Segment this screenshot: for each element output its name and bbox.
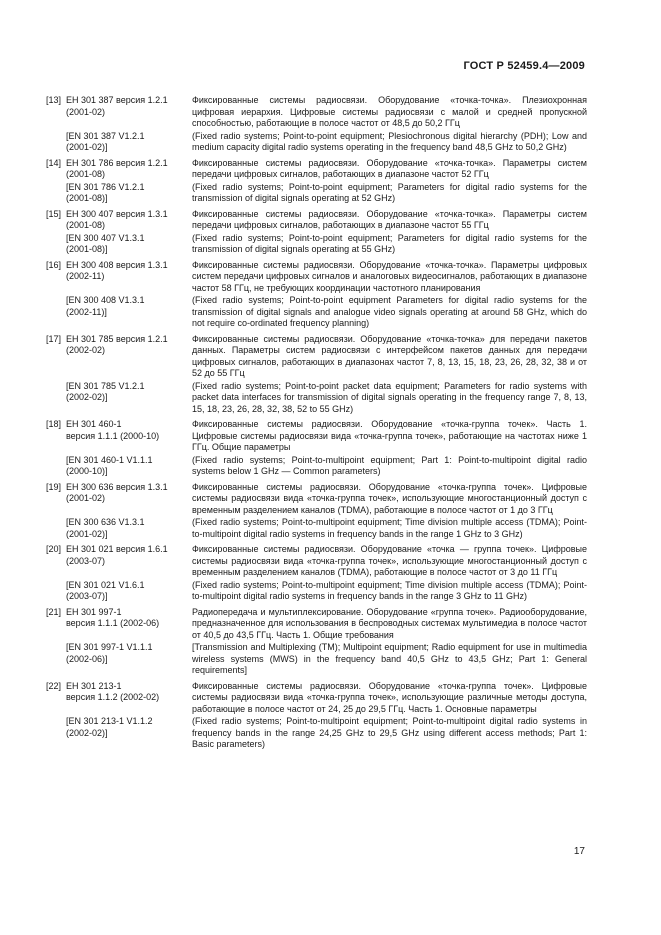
reference-entry xyxy=(46,681,587,751)
reference-entry xyxy=(46,544,587,603)
reference-entry xyxy=(46,260,587,330)
reference-ru-title: Фиксированные системы радиосвязи. Оборудование «точка-точка». Параметры систем передачи цифровых сигналов, работающих в диапазоне частот 52 ГГц xyxy=(192,157,587,179)
reference-en-id: [EN 300 408 V1.3.1 (2002-11)] xyxy=(66,295,145,317)
reference-ru-id: ЕН 301 997-1 версия 1.1.1 (2002-06) xyxy=(66,606,160,628)
reference-ru-row xyxy=(46,607,587,642)
reference-ru-id: ЕН 301 387 версия 1.2.1 (2001-02) xyxy=(66,95,168,117)
reference-ru-id-cell xyxy=(46,607,192,630)
reference-ru-id: ЕН 301 460-1 версия 1.1.1 (2000-10) xyxy=(66,419,160,441)
reference-en-title: (Fixed radio systems; Point-to-point packet data equipment; Parameters for radio systems with packet data interfaces for transmission of digital signals operating in the frequency range 7, 8, 13, 15, 18, 23, 26, 28, 32, 38, 52 to 55 GHz) xyxy=(192,380,587,414)
reference-ru-id: ЕН 301 785 версия 1.2.1 (2002-02) xyxy=(66,333,168,355)
reference-ru-id: ЕН 300 408 версия 1.3.1 (2002-11) xyxy=(66,259,168,281)
reference-en-title: (Fixed radio systems; Point-to-multipoint equipment; Time division multiple access (TDMA); Point-to-multipoint digital radio systems in frequency bands in the range 1 GHz to 3 GHz) xyxy=(192,517,587,539)
reference-ru-id-cell xyxy=(46,419,192,442)
reference-number: [22] xyxy=(46,680,62,691)
reference-ru-id-cell xyxy=(46,209,192,232)
reference-ru-row xyxy=(46,681,587,716)
page-number: 17 xyxy=(573,846,585,857)
reference-number: [13] xyxy=(46,95,62,105)
reference-en-title: [Transmission and Multiplexing (TM); Multipoint equipment; Radio equipment for use in multimedia wireless systems (MWS) in the frequency band 40,5 GHz to 43,5 GHz; Part 1: General requirements] xyxy=(192,642,587,675)
reference-en-row xyxy=(46,131,587,154)
reference-entry xyxy=(46,95,587,154)
reference-ru-id-cell xyxy=(46,681,192,704)
reference-ru-row xyxy=(46,158,587,181)
reference-ru-id-cell xyxy=(46,260,192,283)
reference-en-row xyxy=(46,381,587,416)
reference-en-title: (Fixed radio systems; Point-to-point equipment; Parameters for digital radio systems for the transmission of digital signals operating at 52 GHz) xyxy=(192,181,587,203)
reference-ru-id-cell xyxy=(46,158,192,181)
reference-ru-title: Фиксированные системы радиосвязи. Оборудование «точка-группа точек». Цифровые системы радиосвязи вида «точка-группа точек», использующие различные методы доступа, работающие в полосе частот от 24, 25 до 29,5 ГГц. Часть 1. Основные параметры xyxy=(192,680,587,714)
reference-ru-row xyxy=(46,95,587,130)
reference-en-row xyxy=(46,642,587,677)
reference-entry xyxy=(46,482,587,541)
reference-entry xyxy=(46,209,587,256)
reference-entry xyxy=(46,419,587,478)
reference-en-row xyxy=(46,295,587,330)
reference-ru-id: ЕН 301 021 версия 1.6.1 (2003-07) xyxy=(66,544,168,566)
reference-en-id: [EN 301 021 V1.6.1 (2003-07)] xyxy=(66,579,145,601)
reference-ru-id-cell xyxy=(46,544,192,567)
reference-en-title: (Fixed radio systems; Point-to-point equipment; Plesiochronous digital hierarchy (PDH); Low and medium capacity digital radio systems operating in the frequency band 48,5 GHz to 50,2 GHz) xyxy=(192,130,587,152)
reference-entry xyxy=(46,158,587,205)
document-header: ГОСТ Р 52459.4—2009 xyxy=(463,60,585,72)
reference-ru-row xyxy=(46,260,587,295)
reference-en-id: [EN 301 786 V1.2.1 (2001-08)] xyxy=(66,181,145,203)
reference-number: [14] xyxy=(46,157,62,168)
reference-en-id: [EN 301 785 V1.2.1 (2002-02)] xyxy=(66,380,145,402)
reference-en-id: [EN 301 460-1 V1.1.1 (2000-10)] xyxy=(66,454,153,476)
reference-ru-row xyxy=(46,334,587,380)
reference-entry xyxy=(46,334,587,416)
reference-ru-title: Фиксированные системы радиосвязи. Оборудование «точка-группа точек». Часть 1. Цифровые системы радиосвязи вида «точка-группа точек», работающие на частотах ниже 1 ГГц. Общие параметры xyxy=(192,419,587,452)
reference-ru-id: ЕН 300 636 версия 1.3.1 (2001-02) xyxy=(66,481,168,503)
reference-en-row xyxy=(46,580,587,603)
reference-number: [15] xyxy=(46,208,62,219)
reference-ru-title: Радиопередача и мультиплексирование. Оборудование «группа точек». Радиооборудование, предназначенное для использования в беспроводных системах мультимедиа в полосе частот от 40,5 до 43,5 ГГц. Часть 1. Общие требования xyxy=(192,606,587,640)
reference-ru-row xyxy=(46,419,587,454)
reference-en-row xyxy=(46,455,587,478)
reference-ru-title: Фиксированные системы радиосвязи. Оборудование «точка-точка». Параметры систем передачи цифровых сигналов, работающих в диапазоне частот 55 ГГц xyxy=(192,208,587,230)
reference-ru-id: ЕН 300 407 версия 1.3.1 (2001-08) xyxy=(66,208,168,230)
reference-list xyxy=(46,95,587,755)
reference-number: [21] xyxy=(46,606,62,617)
reference-ru-row xyxy=(46,209,587,232)
reference-number: [17] xyxy=(46,333,62,344)
reference-en-title: (Fixed radio systems; Point-to-multipoint equipment; Point-to-multipoint digital radio systems in frequency bands in the range 24,25 GHz to 29,5 GHz using different access methods; Part 1: Basic parameters) xyxy=(192,716,587,749)
reference-ru-title: Фиксированные системы радиосвязи. Оборудование «точка — группа точек». Цифровые системы радиосвязи вида «точка-группа точек», использующие многостанционный доступ с временным разделением каналов (TDMA), работающие в полосе частот от 3 до 11 ГГц xyxy=(192,544,587,577)
reference-ru-title: Фиксированные системы радиосвязи. Оборудование «точка-группа точек». Цифровые системы радиосвязи вида «точка-группа точек», использующие многостанционный доступ с временным разделением каналов (TDMA), работающие в полосе частот от 1 до 3 ГГц xyxy=(192,481,587,515)
reference-ru-row xyxy=(46,544,587,579)
reference-ru-id-cell xyxy=(46,334,192,357)
reference-en-id: [EN 301 387 V1.2.1 (2001-02)] xyxy=(66,130,145,152)
reference-number: [20] xyxy=(46,544,62,554)
reference-en-row xyxy=(46,517,587,540)
reference-ru-title: Фиксированные системы радиосвязи. Оборудование «точка-точка» для передачи пакетов данных. Параметры систем радиосвязи с интерфейсом пакетов данных для передачи цифровых сигналов, работающих в диапазонах частот 7, 8, 13, 15, 18, 23, 26, 28, 32, 38 и от 52 до 55 ГГц xyxy=(192,333,587,378)
reference-en-row xyxy=(46,716,587,751)
reference-en-title: (Fixed radio systems; Point-to-point equipment; Parameters for digital radio systems for the transmission of digital signals operating at 55 GHz) xyxy=(192,232,587,254)
reference-ru-id-cell xyxy=(46,95,192,118)
reference-en-title: (Fixed radio systems; Point-to-point equipment Parameters for digital radio systems for the transmission of digital signals and analogue video signals operating at around 58 GHz, which do not require co-ordinated frequency planning) xyxy=(192,295,587,328)
reference-en-row xyxy=(46,233,587,256)
reference-en-id: [EN 301 213-1 V1.1.2 (2002-02)] xyxy=(66,716,153,738)
reference-number: [16] xyxy=(46,259,62,270)
reference-en-id: [EN 301 997-1 V1.1.1 (2002-06)] xyxy=(66,642,153,664)
reference-ru-row xyxy=(46,482,587,517)
reference-ru-title: Фиксированные системы радиосвязи. Оборудование «точка-точка». Параметры цифровых систем передачи цифровых сигналов и аналоговых видеосигналов, работающих в диапазоне частот 58 ГГц, не требующих координации частотного планирования xyxy=(192,259,587,293)
reference-ru-id: ЕН 301 786 версия 1.2.1 (2001-08) xyxy=(66,157,168,179)
reference-ru-id: ЕН 301 213-1 версия 1.1.2 (2002-02) xyxy=(66,680,160,702)
reference-ru-title: Фиксированные системы радиосвязи. Оборудование «точка-точка». Плезиохронная цифровая иерархия. Цифровые системы радиосвязи с малой и средней пропускной способностью, работающие в полосе частот от 48,5 до 50,2 ГГц xyxy=(192,95,587,128)
reference-ru-id-cell xyxy=(46,482,192,505)
reference-en-id: [EN 300 636 V1.3.1 (2001-02)] xyxy=(66,517,145,539)
reference-en-title: (Fixed radio systems; Point-to-multipoint equipment; Part 1: Point-to-multipoint digital radio systems below 1 GHz — Common parameters) xyxy=(192,454,587,476)
reference-en-title: (Fixed radio systems; Point-to-multipoint equipment; Time division multiple access (TDMA); Point-to-multipoint digital radio systems in frequency bands in the range 3 GHz to 11 GHz) xyxy=(192,579,587,601)
reference-en-row xyxy=(46,182,587,205)
reference-en-id: [EN 300 407 V1.3.1 (2001-08)] xyxy=(66,232,145,254)
reference-number: [19] xyxy=(46,481,62,492)
reference-number: [18] xyxy=(46,419,62,429)
reference-entry xyxy=(46,607,587,677)
